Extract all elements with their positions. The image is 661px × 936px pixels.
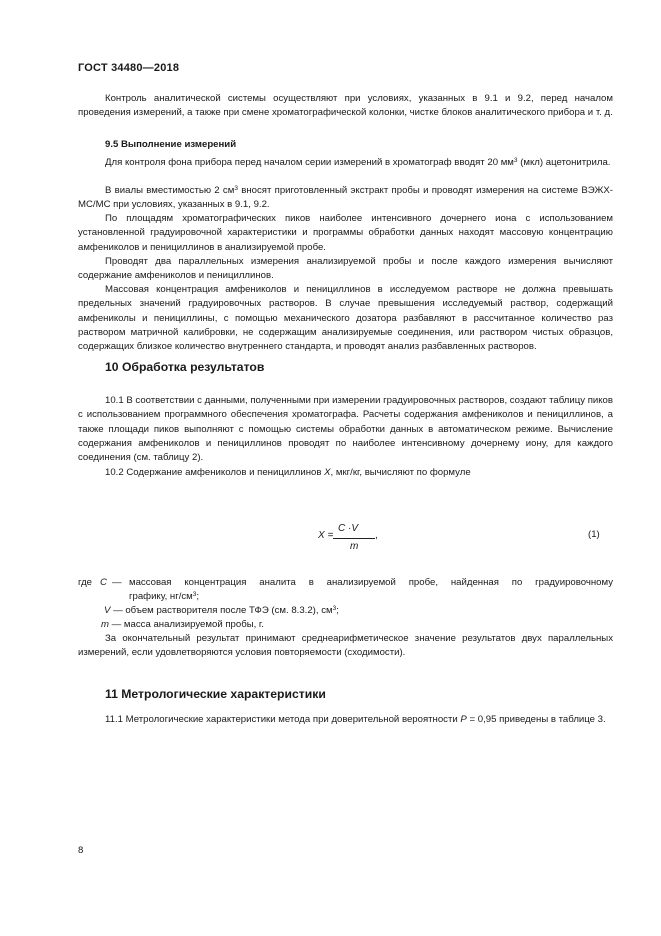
where-c-text-cont xyxy=(129,590,199,604)
paragraph: За окончательный результат принимают среднеарифметическое значение результатов двух параллельных измерений, если удовлетворяются условия повторяемости (сходимости). xyxy=(78,633,613,659)
formula-1 xyxy=(318,523,398,553)
text: графику, нг/см xyxy=(129,591,193,602)
formula-lhs: X = xyxy=(318,530,334,541)
section-9-5-title: 9.5 Выполнение измерений xyxy=(105,139,237,150)
where-lead: где xyxy=(78,577,93,588)
formula-comma: , xyxy=(375,530,378,541)
text: ; xyxy=(336,605,339,616)
page-number: 8 xyxy=(78,845,84,856)
superscript: 3 xyxy=(513,157,518,164)
text: — масса анализируемой пробы, г. xyxy=(111,619,264,630)
intro-paragraph: Контроль аналитической системы осуществляют при условиях, указанных в 9.1 и 9.2, перед началом проведения измерений, а также при смене хроматографической колонки, чистке блоков аналитического прибора и т. д. xyxy=(78,93,613,119)
text: В виалы вместимостью 2 см xyxy=(105,185,235,196)
where-v xyxy=(104,604,339,618)
paragraph xyxy=(78,184,613,213)
variable: X xyxy=(324,467,331,478)
formula-dot: · xyxy=(348,523,352,534)
section-10-heading: 10 Обработка результатов xyxy=(105,360,265,374)
text: — объем растворителя после ТФЭ (см. 8.3.2), см xyxy=(113,605,333,616)
where-c-symbol: C xyxy=(100,577,107,588)
paragraph xyxy=(78,156,613,170)
text: , мкг/кг, вычисляют по формуле xyxy=(330,467,471,478)
superscript: 3 xyxy=(234,185,238,192)
where-c-dash: — xyxy=(112,577,122,588)
formula-c: C xyxy=(338,523,346,534)
text: = 0,95 приведены в таблице 3. xyxy=(466,714,606,725)
fraction-bar xyxy=(333,538,375,539)
formula-v: V xyxy=(351,523,359,534)
paragraph: Массовая концентрация амфениколов и пенициллинов в исследуемом растворе не должна превышать предельных значений градуировочных растворов. В случае превышения исследуемый раствор, содержащий амфениколы и пенициллины, с помощью механического дозатора разбавляют в рассчитанное количество раз раствором матричной калибровки, не содержащим анализируемые соединения, или раствором чистых образцов, содержащих близкое количество внутреннего стандарта, и проводят анализ разбавленных растворов. xyxy=(78,284,613,353)
text: (мкл) ацетонитрила. xyxy=(517,157,611,168)
section-11-heading: 11 Метрологические характеристики xyxy=(105,687,326,701)
formula-denominator: m xyxy=(350,541,359,552)
where-c-text: массовая концентрация аналита в анализируемой пробе, найденная по градуировочному xyxy=(129,577,613,588)
text: 11.1 Метрологические характеристики метода при доверительной вероятности xyxy=(105,714,461,725)
where-m-symbol: m xyxy=(101,619,109,630)
formula-numerator xyxy=(338,523,358,534)
superscript: 3 xyxy=(332,605,337,612)
text: 10.2 Содержание амфениколов и пенициллинов xyxy=(105,467,325,478)
text: Для контроля фона прибора перед началом серии измерений в хроматограф вводят 20 мм xyxy=(105,157,514,168)
standard-header: ГОСТ 34480—2018 xyxy=(78,62,180,74)
variable: P xyxy=(460,714,467,725)
paragraph xyxy=(78,713,613,727)
where-v-symbol: V xyxy=(104,605,111,616)
text: ; xyxy=(196,591,200,602)
text: вносят приготовленный экстракт пробы и проводят измерения на системе ВЭЖХ-МС/МС при условиях, указанных в 9.1, 9.2. xyxy=(78,185,613,211)
paragraph: Проводят два параллельных измерения анализируемой пробы и после каждого измерения вычисляют содержание амфениколов и пенициллинов. xyxy=(78,256,613,282)
paragraph: 10.1 В соответствии с данными, полученными при измерении градуировочных растворов, создают таблицу пиков с использованием программного обеспечения хроматографа. Расчеты содержания амфениколов и пенициллинов, а также площади пиков выполняют с помощью системы обработки данных в автоматическом режиме. Вычисление содержания амфениколов и пенициллинов проводят по наиболее интенсивному дочернему иону, для каждого соединения (см. таблицу 2). xyxy=(78,395,613,464)
paragraph: По площадям хроматографических пиков наиболее интенсивного дочернего иона с использованием установленной градуировочной характеристики и программы обработки данных находят массовую концентрацию амфениколов и пенициллинов в анализируемой пробе. xyxy=(78,213,613,253)
superscript: 3 xyxy=(192,591,197,598)
formula-number: (1) xyxy=(588,529,600,540)
paragraph xyxy=(78,466,613,480)
where-m xyxy=(101,618,264,632)
